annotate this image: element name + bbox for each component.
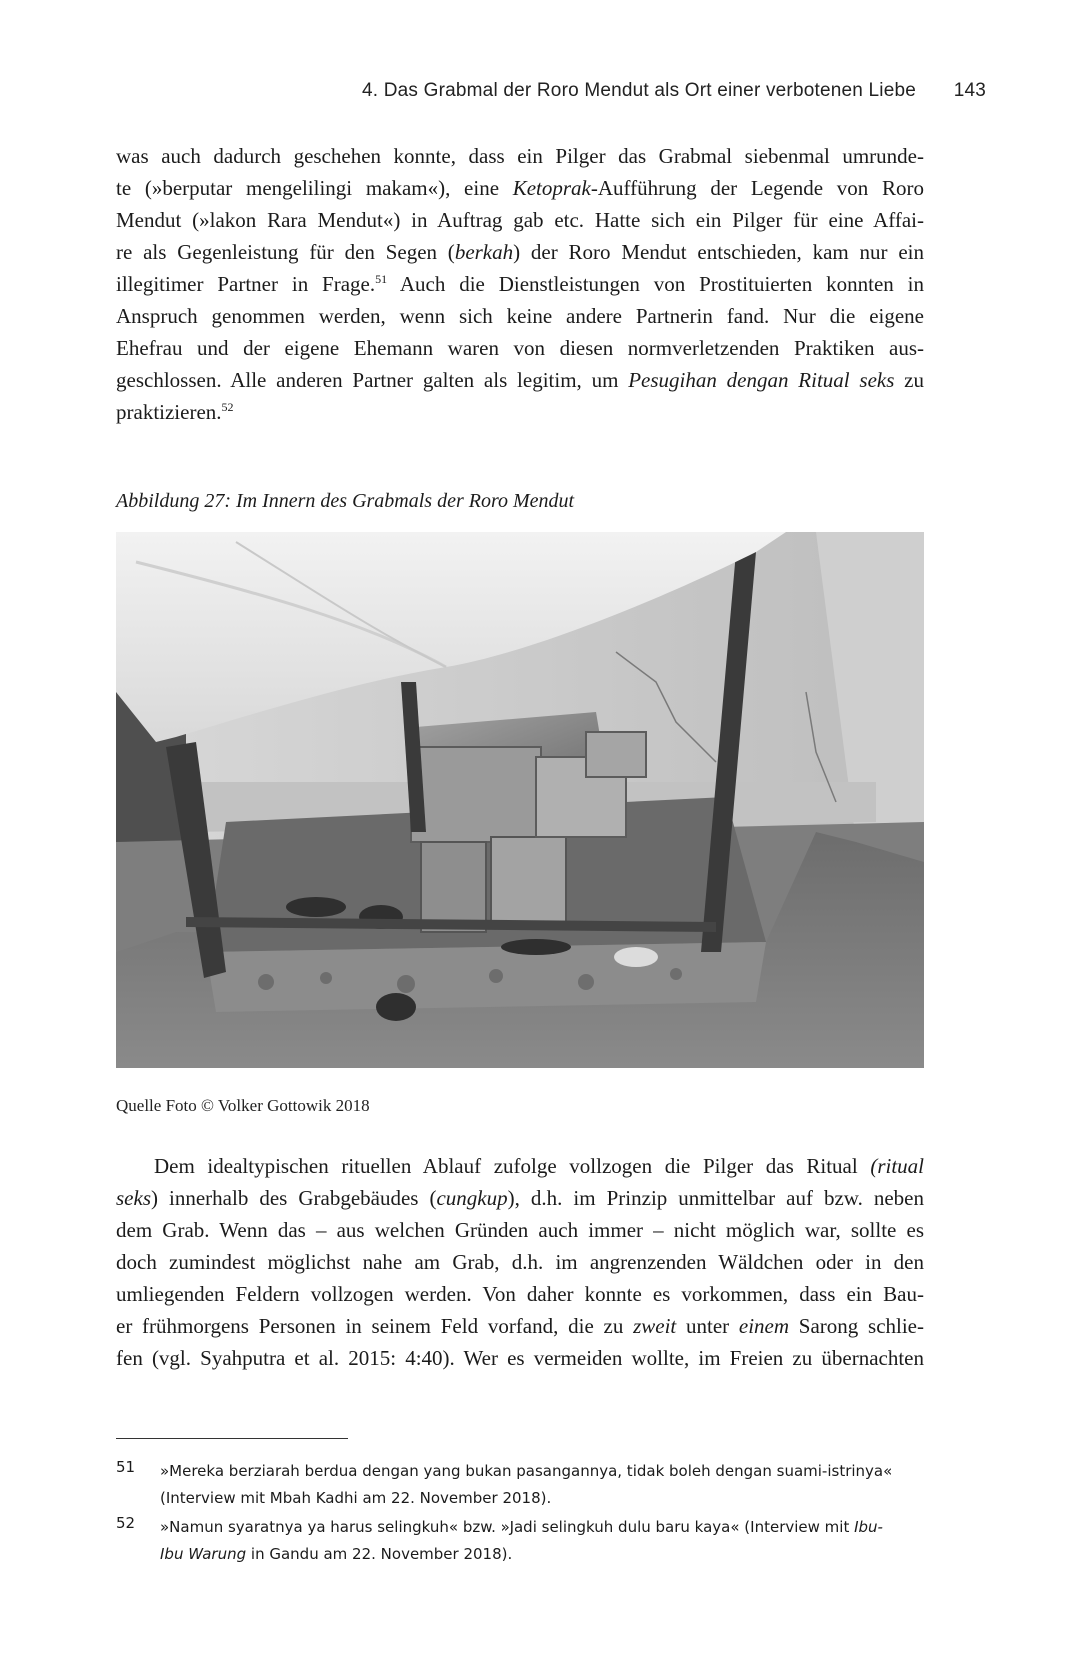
text-line: Ehefrau und der eigene Ehemann waren von diesen normverletzenden Praktiken aus- [116,336,924,360]
italic-term: zweit [633,1314,677,1338]
italic-term: Ketoprak [512,176,591,200]
body-paragraph-2 [116,1150,924,1374]
figure-photo [116,532,924,1068]
running-title: 4. Das Grabmal der Roro Mendut als Ort einer verbotenen Liebe [362,80,916,101]
text-line: illegitimer Partner in Frage.$^{51}$ Auch die Dienstleistungen von Prostituierten konnten in [116,272,924,296]
italic-term: cungkup [436,1186,508,1210]
footnote-number: 51 [116,1458,136,1476]
page-number: 143 [953,80,986,101]
footnote-divider [116,1438,348,1439]
text-line: re als Gegenleistung für den Segen (berkah) der Roro Mendut entschieden, kam nur ein [116,240,924,264]
text-line: was auch dadurch geschehen konnte, dass ein Pilger das Grabmal siebenmal umrunde- [116,144,924,168]
text-line: Mendut (»lakon Rara Mendut«) in Auftrag gab etc. Hatte sich ein Pilger für eine Affai- [116,208,924,232]
footnote-number: 52 [116,1514,136,1532]
text-line: geschlossen. Alle anderen Partner galten als legitim, um Pesugihan dengan Ritual seks zu [116,368,925,392]
text-line: Dem idealtypischen rituellen Ablauf zufolge vollzogen die Pilger das Ritual (ritual [154,1154,924,1178]
text-line: er frühmorgens Personen in seinem Feld vorfand, die zu zweit unter einem Sarong schlie- [116,1314,924,1338]
text-line: te (»berputar mengelilingi makam«), eine Ketoprak-Aufführung der Legende von Roro [116,176,924,200]
text-line: praktizieren.$^{52}$ [116,400,234,424]
text-line: umliegenden Feldern vollzogen werden. Von daher konnte es vorkommen, dass ein Bau- [116,1282,924,1306]
running-header [116,80,986,110]
text-line: doch zumindest möglichst nahe am Grab, d.h. im angrenzenden Wäldchen oder in den [116,1250,924,1274]
text-line: dem Grab. Wenn das – aus welchen Gründen auch immer – nicht möglich war, sollte es [116,1218,924,1242]
body-paragraph-1 [116,140,924,428]
figure-caption: Abbildung 27: Im Innern des Grabmals der Roro Mendut [116,490,575,512]
text-line: fen (vgl. Syahputra et al. 2015: 4:40). Wer es vermeiden wollte, im Freien zu übernachten [116,1346,924,1370]
text-line: Anspruch genommen werden, wenn sich keine andere Partnerin fand. Nur die eigene [116,304,924,328]
italic-term: seks [116,1186,151,1210]
footnote-ref-51[interactable]: 51 [375,272,388,286]
italic-term: (ritual [870,1154,924,1178]
footnote-text: »Namun syaratnya ya harus selingkuh« bzw. »Jadi selingkuh dulu baru kaya« (Interview mit Ibu- Ibu Warung in Gandu am 22. November 2018). [160,1518,883,1563]
photo-credit: Quelle Foto © Volker Gottowik 2018 [116,1096,370,1115]
italic-term: einem [738,1314,790,1338]
text-line: seks) innerhalb des Grabgebäudes (cungkup), d.h. im Prinzip unmittelbar auf bzw. neben [116,1186,924,1210]
photo-tomb-interior-icon [116,532,924,1068]
italic-term: berkah [454,240,514,264]
italic-term: Pesugihan dengan Ritual seks [628,368,895,392]
footnote-ref-52[interactable]: 52 [221,400,234,414]
footnote-text: »Mereka berziarah berdua dengan yang bukan pasangannya, tidak boleh dengan suami-istrinya« (Interview mit Mbah Kadhi am 22. November 2018). [160,1462,893,1507]
